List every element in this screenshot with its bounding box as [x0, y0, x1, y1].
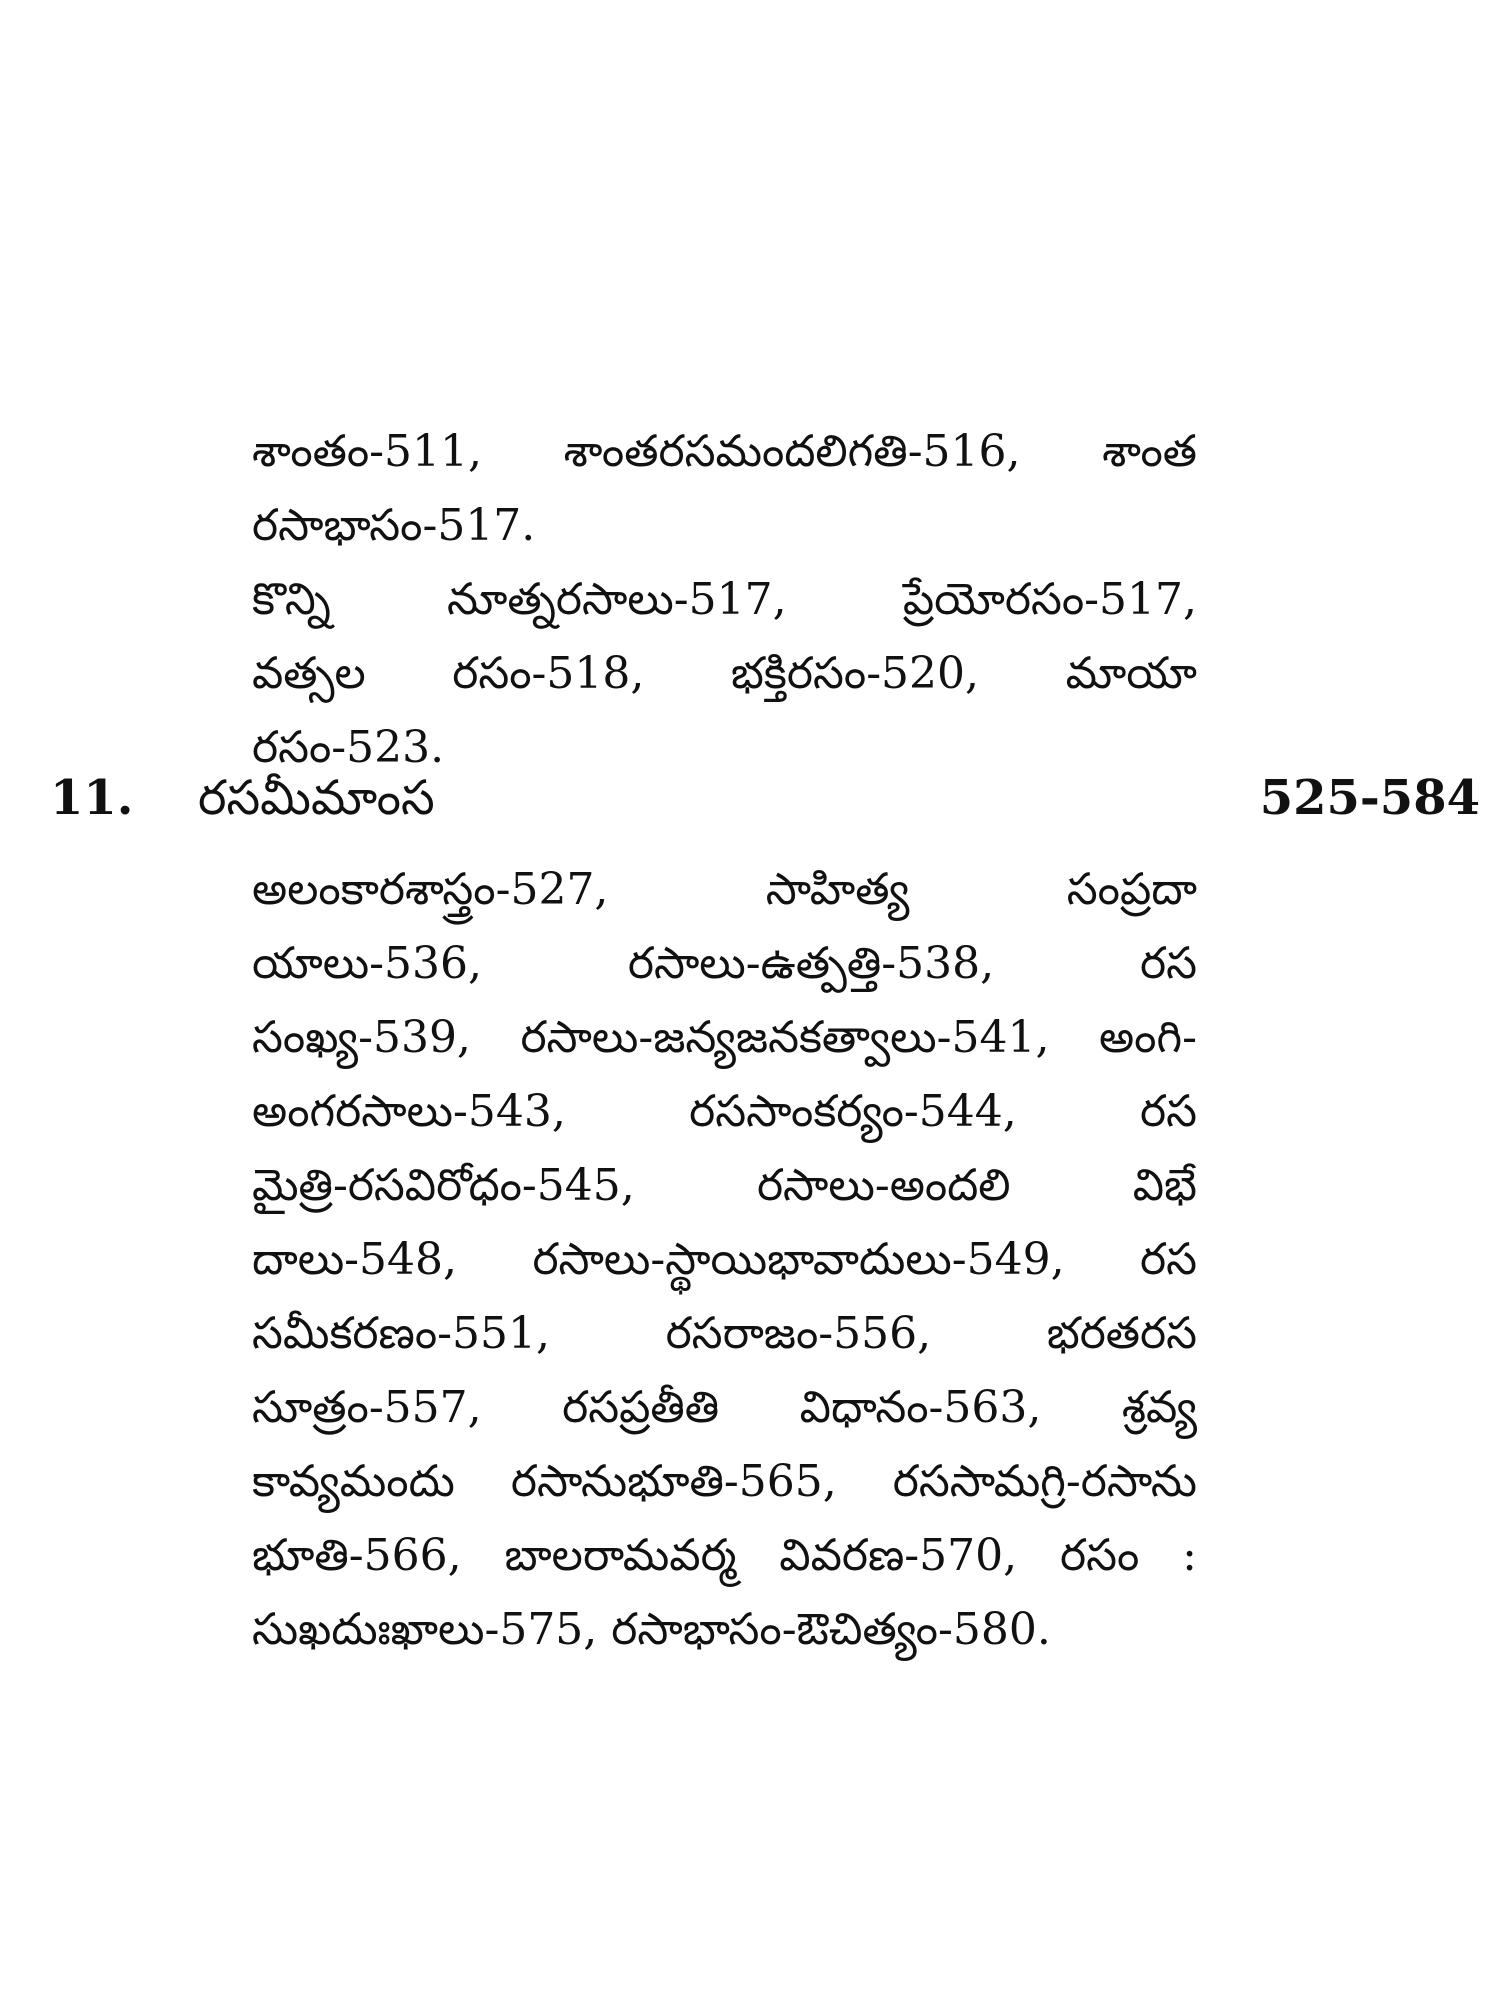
section-number: 11. [50, 770, 134, 826]
entry-line: సంఖ్య-539, రసాలు-జన్యజనకత్వాలు-541, అంగి- [252, 1012, 1197, 1063]
entry-line: దాలు-548, రసాలు-స్థాయిభావాదులు-549, రస [252, 1234, 1197, 1285]
entry-line: వత్సల రసం-518, భక్తిరసం-520, మాయా [252, 648, 1197, 699]
entry-line: సూత్రం-557, రసప్రతీతి విధానం-563, శ్రవ్య [252, 1382, 1197, 1433]
entry-line: యాలు-536, రసాలు-ఉత్పత్తి-538, రస [252, 938, 1197, 989]
entry-line: కొన్ని నూత్నరసాలు-517, ప్రేయోరసం-517, [252, 574, 1197, 625]
entry-line: అలంకారశాస్త్రం-527, సాహిత్య సంప్రదా [252, 864, 1197, 915]
entry-line: రసం-523. [252, 722, 445, 773]
entry-line: మైత్రి-రసవిరోధం-545, రసాలు-అందలి విభే [252, 1160, 1197, 1211]
entry-line: సమీకరణం-551, రసరాజం-556, భరతరస [252, 1308, 1197, 1359]
previous-section-entries [252, 415, 1197, 785]
section-title: రసమీమాంస [198, 770, 435, 826]
entry-line: కావ్యమందు రసానుభూతి-565, రససామగ్రి-రసాను [252, 1456, 1197, 1507]
section-entries [252, 853, 1197, 1667]
section-page-range: 525-584 [1259, 770, 1480, 826]
section-heading [50, 758, 1480, 838]
entry-line: శాంతం-511, శాంతరసమందలిగతి-516, శాంత [252, 426, 1197, 477]
entry-line: సుఖదుఃఖాలు-575, రసాభాసం-ఔచిత్యం-580. [252, 1604, 1051, 1655]
entry-line: రసాభాసం-517. [252, 500, 536, 551]
entry-line: భూతి-566, బాలరామవర్మ వివరణ-570, రసం : [252, 1530, 1197, 1581]
entry-line: అంగరసాలు-543, రససాంకర్యం-544, రస [252, 1086, 1197, 1137]
